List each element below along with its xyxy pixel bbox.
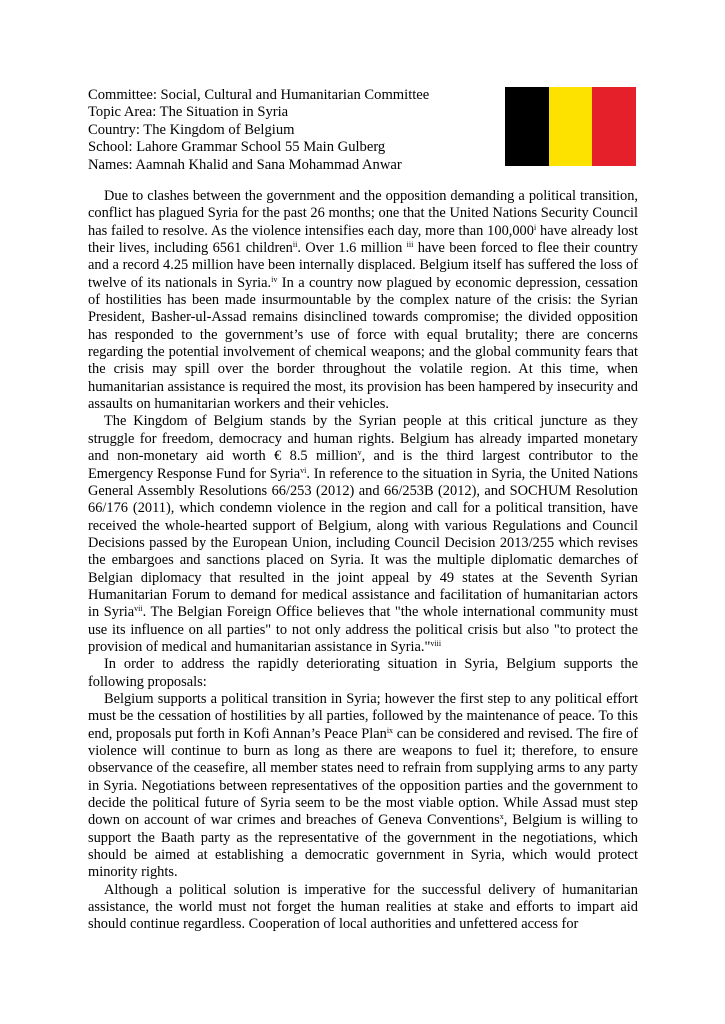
paragraph-text: can be considered and revised. The fire of violence will continue to burn as long as there are weapons to fuel it; therefore, to ensure observance of the ceasefire, all member states need to refrain from supplying arms to any party in Syria. Negotiations between representatives of the opposition parties and the government to decide the political future of Syria seem to be the most viable option. While Assad must step down on account of war crimes and breaches of Geneva Conventions <box>88 725 638 829</box>
footnote-marker: v <box>357 448 362 458</box>
footnote-marker: vii <box>134 604 143 614</box>
document-header <box>88 87 488 174</box>
flag-stripe-yellow <box>549 87 593 166</box>
paragraph-text: Although a political solution is imperative for the successful delivery of humanitarian assistance, the world must not forget the human realities at stake and efforts to impart aid should continue regardless. Cooperation of local authorities and unfettered access for <box>88 881 638 933</box>
paragraph-text: , and is the third largest contributor to the Emergency Response Fund for Syria <box>88 448 638 482</box>
paragraph-text: Due to clashes between the government and the opposition demanding a political transition, conflict has plagued Syria for the past 26 months; one that the United Nations Security Council has failed to resolve. As the violence intensifies each day, more than 100,000 <box>88 188 638 239</box>
paragraph <box>88 656 638 691</box>
paragraph-text: have already lost their lives, including 6561 children <box>88 222 639 257</box>
school-line: School: Lahore Grammar School 55 Main Gulberg <box>88 139 386 156</box>
footnote-marker: x <box>499 812 504 822</box>
belgium-flag-image <box>505 87 636 166</box>
flag-stripe-black <box>505 87 549 166</box>
footnote-marker: viii <box>430 638 442 648</box>
paragraph-text: . Over 1.6 million <box>297 240 407 257</box>
footnote-marker: iv <box>271 274 278 284</box>
paragraph <box>88 691 638 882</box>
paragraph-text: In a country now plagued by economic depression, cessation of hostilities has been made insurmountable by the complex nature of the crisis: the Syrian President, Basher-ul-Assad remains disinclined towards compromise; the divided opposition has responded to the government’s use of force with equal brutality; there are concerns regarding the potential involvement of chemical weapons; and the global community fears that the crisis may spill over the border throughout the volatile region. At this time, when humanitarian assistance is required the most, its provision has been hampered by insecurity and assaults on humanitarian workers and their vehicles. <box>88 274 638 413</box>
footnote-marker: vi <box>300 465 307 475</box>
names-line: Names: Aamnah Khalid and Sana Mohammad Anwar <box>88 156 402 173</box>
footnote-marker: ix <box>386 725 394 735</box>
committee-line: Committee: Social, Cultural and Humanitarian Committee <box>88 87 430 103</box>
flag-stripe-red <box>592 87 636 166</box>
paragraph-text: In order to address the rapidly deteriorating situation in Syria, Belgium supports the following proposals: <box>88 656 638 690</box>
paragraph-text: . The Belgian Foreign Office believes that "the whole international community must use its influence on all parties" to not only address the political crisis but also "to protect the provision of medical and humanitarian assistance in Syria." <box>88 604 638 655</box>
country-line: Country: The Kingdom of Belgium <box>88 121 295 138</box>
paragraph-text: , Belgium is willing to support the Baath party as the representative of the government in the negotiations, which should be aimed at establishing a democratic government in Syria, which would protect minority rights. <box>88 812 639 881</box>
paragraph <box>88 413 638 656</box>
footnote-marker: ii <box>292 240 298 250</box>
footnote-marker: iii <box>406 240 414 250</box>
topic-line: Topic Area: The Situation in Syria <box>88 104 289 121</box>
paragraph <box>88 882 638 934</box>
footnote-marker: i <box>533 222 537 232</box>
position-paper-body <box>88 188 638 934</box>
paragraph-text: The Kingdom of Belgium stands by the Syrian people at this critical juncture as they struggle for freedom, democracy and human rights. Belgium has already imparted monetary and non-monetary aid worth € 8.5 million <box>88 413 638 465</box>
paragraph-text: Belgium supports a political transition in Syria; however the first step to any political effort must be the cessation of hostilities by all parties, followed by the maintenance of peace. To this end, proposals put forth in Kofi Annan’s Peace Plan <box>88 690 638 742</box>
paragraph <box>88 188 638 413</box>
paragraph-text: . In reference to the situation in Syria, the United Nations General Assembly Resolutions 66/253 (2012) and 66/253B (2012), and SOCHUM Resolution 66/176 (2011), which condemn violence in the region and call for a political transition, have received the whole-hearted support of Belgium, along with various Regulations and Council Decisions passed by the European Union, including Council Decision 2013/255 which revises the embargoes and sanctions placed on Syria. It was the multiple diplomatic demarches of Belgian diplomacy that resulted in the joint appeal by 49 states at the Seventh Syrian Humanitarian Forum to demand for medical assistance and facilitation of humanitarian actors in Syria <box>88 465 639 621</box>
paragraph-text: have been forced to flee their country and a record 4.25 million have been internally displaced. Belgium itself has suffered the loss of twelve of its nationals in Syria. <box>88 240 638 291</box>
